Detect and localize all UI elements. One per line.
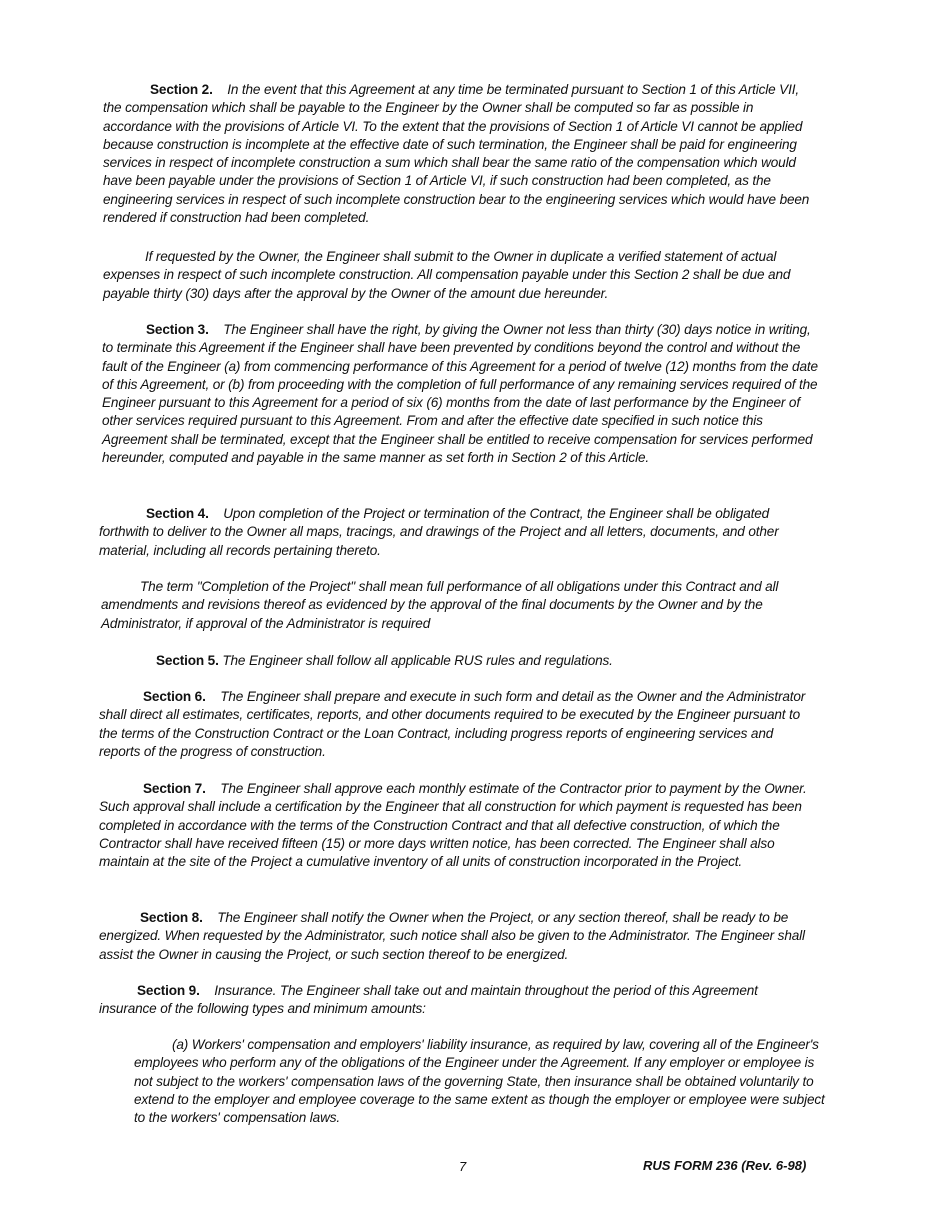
section-8-text: The Engineer shall notify the Owner when the Project, or any section thereof, shall be ready to be energized. When requested by the Administrator, such notice shall also be given to the Administrator. The Engineer shall assist the Owner in causing the Project, or such section thereof to be energized. xyxy=(99,910,805,962)
section-9-item-a-text: (a) Workers' compensation and employers' liability insurance, as required by law, covering all of the Engineer's employees who perform any of the obligations of the Engineer under the Agreement. If any employer or employee is not subject to the workers' compensation laws of the governing State, then insurance shall be obtained voluntarily to extend to the employer and employee coverage to the same extent as though the employer or employee were subject to the workers' compensation laws. xyxy=(134,1037,825,1126)
section-9-text: Insurance. The Engineer shall take out and maintain throughout the period of this Agreement insurance of the following types and minimum amounts: xyxy=(99,983,758,1017)
section-8-paragraph xyxy=(99,909,811,964)
section-5-text: The Engineer shall follow all applicable RUS rules and regulations. xyxy=(222,653,613,668)
section-7-paragraph xyxy=(99,780,811,871)
section-9-item-a xyxy=(134,1036,830,1127)
section-4-heading: Section 4. xyxy=(146,506,209,521)
page-number: 7 xyxy=(459,1159,467,1174)
section-5-paragraph xyxy=(99,652,817,670)
section-4-paragraph xyxy=(99,505,811,560)
section-6-text: The Engineer shall prepare and execute in such form and detail as the Owner and the Administrator shall direct all estimates, certificates, reports, and other documents required to be executed by the Engineer pursuant to the terms of the Construction Contract or the Loan Contract, including progress reports of engineering services and reports of the progress of construction. xyxy=(99,689,806,759)
section-3-text: The Engineer shall have the right, by giving the Owner not less than thirty (30) days notice in writing, to terminate this Agreement if the Engineer shall have been prevented by conditions beyond the control and without the fault of the Engineer (a) from commencing performance of this Agreement for a period of twelve (12) months from the date of this Agreement, or (b) from proceeding with the completion of full performance of any remaining services required of the Engineer pursuant to this Agreement for a period of six (6) months from the date of last performance by the Engineer of other services required pursuant to this Agreement. From and after the effective date specified in such notice this Agreement shall be terminated, except that the Engineer shall be entitled to receive compensation for services performed hereunder, computed and payable in the same manner as set forth in Section 2 of this Article. xyxy=(102,322,818,466)
section-5-heading: Section 5. xyxy=(156,653,219,668)
section-6-paragraph xyxy=(99,688,811,761)
section-7-text: The Engineer shall approve each monthly estimate of the Contractor prior to payment by the Owner. Such approval shall include a certification by the Engineer that all construction for which payment is requested has been completed in accordance with the terms of the Construction Contract and that all defective construction, of which the Contractor shall have received fifteen (15) or more days written notice, has been corrected. The Engineer shall also maintain at the site of the Project a cumulative inventory of all units of construction incorporated in the Project. xyxy=(99,781,807,870)
section-2-para2-text: If requested by the Owner, the Engineer shall submit to the Owner in duplicate a verified statement of actual expenses in respect of such incomplete construction. All compensation payable under this Section 2 shall be due and payable thirty (30) days after the approval by the Owner of the amount due hereunder. xyxy=(103,249,791,301)
form-identifier: RUS FORM 236 (Rev. 6-98) xyxy=(643,1158,807,1173)
section-2-text: In the event that this Agreement at any time be terminated pursuant to Section 1 of this Article VII, the compensation which shall be payable to the Engineer by the Owner shall be computed so far as possible in accordance with the provisions of Article VI. To the extent that the provisions of Section 1 of Article VI cannot be applied because construction is incomplete at the effective date of such termination, the Engineer shall be paid for engineering services in respect of incomplete construction a sum which shall bear the same ratio of the compensation which would have been payable under the provisions of Section 1 of Article VI, if such construction had been completed, as the engineering services in respect of such incomplete construction bear to the engineering services which would have been rendered if construction had been completed. xyxy=(103,82,810,226)
section-9-heading: Section 9. xyxy=(137,983,200,998)
section-7-heading: Section 7. xyxy=(143,781,206,796)
section-4-para2-text: The term "Completion of the Project" shall mean full performance of all obligations under this Contract and all amendments and revisions thereof as evidenced by the approval of the final documents by the Owner and by the Administrator, if approval of the Administrator is required xyxy=(101,579,779,631)
section-2-second-paragraph xyxy=(103,248,821,303)
section-2-paragraph xyxy=(103,81,821,227)
section-4-text: Upon completion of the Project or termination of the Contract, the Engineer shall be obligated forthwith to deliver to the Owner all maps, tracings, and drawings of the Project and all letters, documents, and other material, including all records pertaining thereto. xyxy=(99,506,779,558)
section-4-second-paragraph xyxy=(101,578,819,633)
section-3-heading: Section 3. xyxy=(146,322,209,337)
section-3-paragraph xyxy=(102,321,820,467)
section-6-heading: Section 6. xyxy=(143,689,206,704)
section-2-heading: Section 2. xyxy=(150,82,213,97)
section-9-paragraph xyxy=(99,982,811,1019)
section-8-heading: Section 8. xyxy=(140,910,203,925)
